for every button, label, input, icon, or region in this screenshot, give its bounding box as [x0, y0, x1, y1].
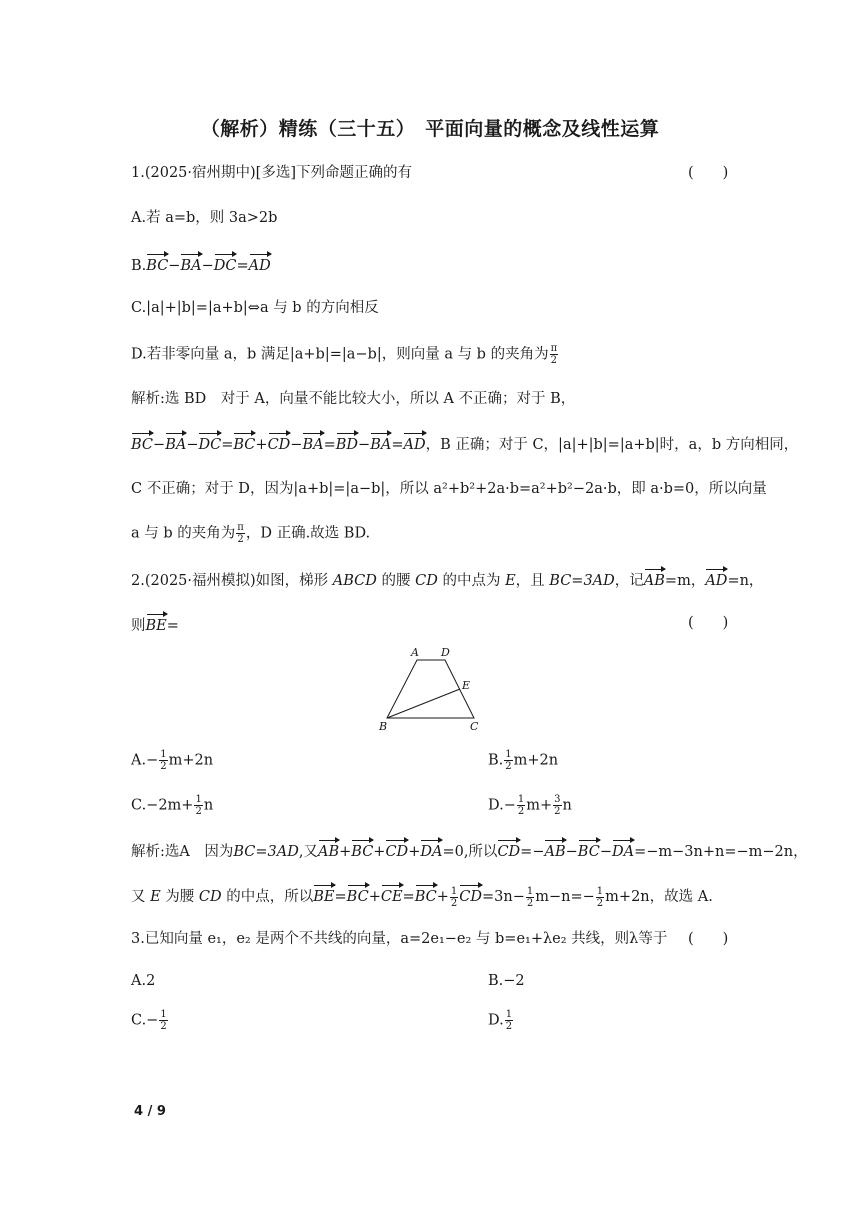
label-e: E	[462, 679, 471, 692]
trapezoid-abcd	[387, 660, 474, 718]
q2-stem-line2: 则BE=	[131, 613, 179, 636]
q3-option-a: A.2	[131, 973, 156, 989]
label-b: B	[379, 720, 388, 733]
fraction-pi-over-2: $\frac{\pi}{2}$	[550, 343, 558, 366]
q3-answer-paren: ( )	[688, 931, 729, 947]
q2-solution-line1: 解析:选A 因为BC=3AD,又AB+BC+CD+DA=0,所以CD=−AB−BC−DA=−m−3n+n=−m−2n，	[131, 839, 808, 862]
q2-answer-paren: ( )	[688, 615, 729, 631]
q2-option-a: A.− $\frac{1}{2}$ m+2n	[131, 749, 214, 772]
q2-option-d: D.− $\frac{1}{2}$ m+ $\frac{3}{2}$ n	[488, 794, 572, 817]
q1-solution-line2: BC−BA−DC=BC+CD−BA=BD−BA=AD，B 正确；对于 C，|a|+|b|=|a+b|时，a，b 方向相同，	[131, 432, 798, 455]
q2-stem-line1: 2.(2025·福州模拟)如图，梯形 ABCD 的腰 CD 的中点为 E，且 BC=3AD，记AB=m，AD=n，	[131, 568, 763, 591]
q2-option-c: C.−2m+ $\frac{1}{2}$ n	[131, 794, 214, 817]
q1-option-b: B.BC−BA−DC=AD	[131, 253, 271, 276]
q2-option-b: B. $\frac{1}{2}$ m+2n	[488, 749, 559, 772]
q2-solution-line2: 又 E 为腰 CD 的中点，所以BE=BC+CE=BC+ $\frac{1}{2}$ CD=3n− $\frac{1}{2}$ m−n=− $\frac{1}{2}$ m+2n，故选 A.	[131, 885, 713, 909]
page-title: （解析）精练（三十五） 平面向量的概念及线性运算	[200, 118, 660, 140]
q3-option-c: C.− $\frac{1}{2}$	[131, 1009, 167, 1032]
q1-stem: 1.(2025·宿州期中)[多选]下列命题正确的有	[131, 165, 412, 181]
q3-option-d: D. $\frac{1}{2}$	[488, 1009, 513, 1032]
label-d: D	[441, 646, 450, 659]
q1-solution-line4: a 与 b 的夹角为 $\frac{\pi}{2}$ ，D 正确.故选 BD.	[131, 522, 371, 545]
label-c: C	[470, 720, 479, 733]
q1-option-d: D.若非零向量 a，b 满足|a+b|=|a−b|，则向量 a 与 b 的夹角为 $\frac{\pi}{2}$	[131, 343, 558, 366]
q3-stem: 3.已知向量 e₁，e₂ 是两个不共线的向量，a=2e₁−e₂ 与 b=e₁+λe₂ 共线，则λ等于	[131, 931, 668, 947]
q1-option-c: C.|a|+|b|=|a+b|⇔a 与 b 的方向相反	[131, 300, 379, 316]
trapezoid-figure	[370, 644, 490, 734]
q1-solution-line3: C 不正确；对于 D，因为|a+b|=|a−b|，所以 a²+b²+2a·b=a²+b²−2a·b，即 a·b=0，所以向量	[131, 481, 767, 497]
page-number: 4 / 9	[134, 1104, 166, 1119]
q1-solution-line1: 解析:选 BD 对于 A，向量不能比较大小，所以 A 不正确；对于 B，	[131, 391, 576, 407]
q3-option-b: B.−2	[488, 973, 525, 989]
segment-be	[387, 689, 460, 718]
q1-answer-paren: ( )	[688, 165, 729, 181]
label-a: A	[411, 646, 419, 659]
q1-option-a: A.若 a=b，则 3a>2b	[131, 210, 278, 226]
